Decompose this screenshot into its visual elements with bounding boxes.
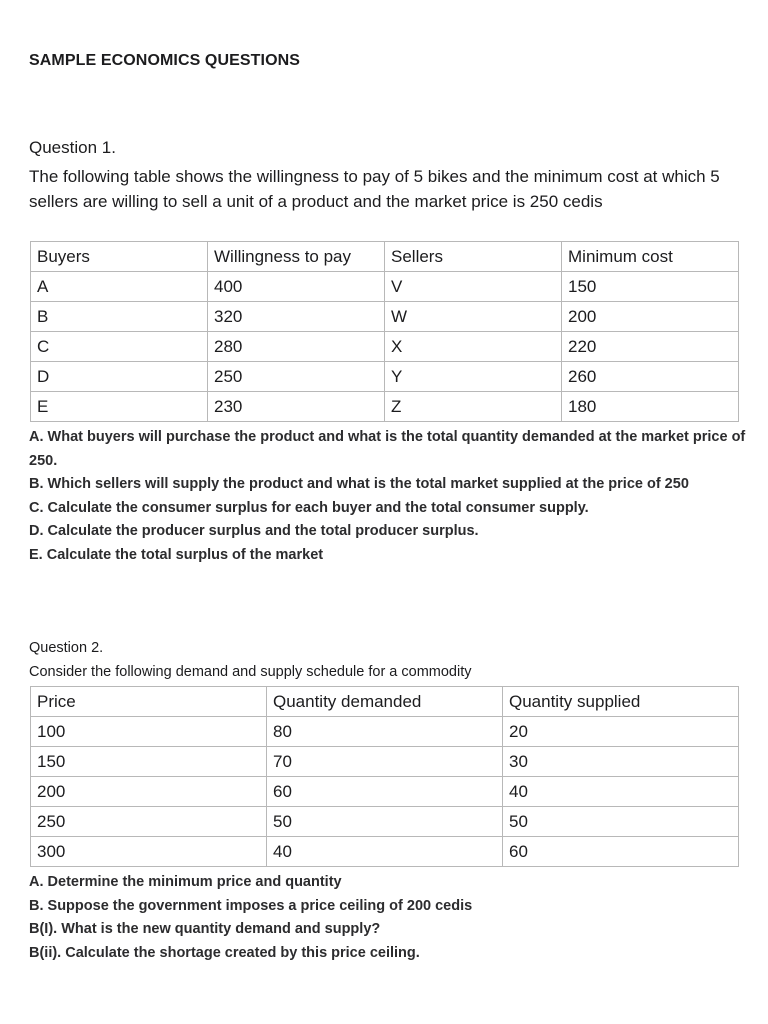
table-cell: B	[31, 302, 208, 332]
question2-parts	[29, 871, 749, 965]
table-cell: 250	[31, 807, 267, 837]
table-cell: 400	[208, 272, 385, 302]
page-title: SAMPLE ECONOMICS QUESTIONS	[29, 52, 301, 69]
table-cell: 70	[267, 747, 503, 777]
table-row	[31, 777, 739, 807]
table-cell: 30	[503, 747, 739, 777]
question2-intro: Consider the following demand and supply schedule for a commodity	[29, 664, 472, 680]
table-header-cell: Minimum cost	[562, 242, 739, 272]
table-row	[31, 362, 739, 392]
table-header-cell: Quantity supplied	[503, 687, 739, 717]
table-header-row	[31, 242, 739, 272]
table-cell: 40	[267, 837, 503, 867]
table-cell: 180	[562, 392, 739, 422]
table-header-row	[31, 687, 739, 717]
table-cell: 250	[208, 362, 385, 392]
table-cell: W	[385, 302, 562, 332]
table-header-cell: Buyers	[31, 242, 208, 272]
table-cell: 100	[31, 717, 267, 747]
table-header-cell: Sellers	[385, 242, 562, 272]
table-cell: 50	[503, 807, 739, 837]
table-header-cell: Quantity demanded	[267, 687, 503, 717]
question-part: B(ii). Calculate the shortage created by this price ceiling.	[29, 944, 420, 961]
table-row	[31, 332, 739, 362]
table-cell: A	[31, 272, 208, 302]
table-row	[31, 302, 739, 332]
question-part: B. Which sellers will supply the product and what is the total market supplied at the price of 250	[29, 476, 689, 492]
table-cell: 60	[503, 837, 739, 867]
table-cell: 220	[562, 332, 739, 362]
table-cell: 260	[562, 362, 739, 392]
table-cell: Y	[385, 362, 562, 392]
table-header-cell: Price	[31, 687, 267, 717]
table-row	[31, 807, 739, 837]
table-cell: Z	[385, 392, 562, 422]
question1-parts	[29, 426, 749, 567]
table-row	[31, 392, 739, 422]
table-row	[31, 747, 739, 777]
table-row	[31, 272, 739, 302]
table-cell: E	[31, 392, 208, 422]
question2-table	[30, 686, 739, 867]
table-cell: 50	[267, 807, 503, 837]
table-cell: 40	[503, 777, 739, 807]
question-part: B. Suppose the government imposes a price ceiling of 200 cedis	[29, 897, 473, 914]
question-part: A. What buyers will purchase the product and what is the total quantity demanded at the market price of 250.	[29, 429, 746, 469]
question2-heading: Question 2.	[29, 640, 104, 656]
question-part: E. Calculate the total surplus of the market	[29, 546, 324, 563]
table-cell: X	[385, 332, 562, 362]
table-header-cell: Willingness to pay	[208, 242, 385, 272]
table-cell: C	[31, 332, 208, 362]
table-row	[31, 717, 739, 747]
table-cell: 20	[503, 717, 739, 747]
question-part: A. Determine the minimum price and quantity	[29, 874, 342, 890]
table-cell: 80	[267, 717, 503, 747]
table-cell: 150	[562, 272, 739, 302]
table-cell: 200	[562, 302, 739, 332]
question-part: B(I). What is the new quantity demand and supply?	[29, 921, 381, 937]
table-cell: 60	[267, 777, 503, 807]
question1-intro: The following table shows the willingness to pay of 5 bikes and the minimum cost at which 5 sellers are willing to sell a unit of a product and the market price is 250 cedis	[29, 167, 720, 211]
question1-table	[30, 241, 739, 422]
table-cell: 230	[208, 392, 385, 422]
table-cell: 200	[31, 777, 267, 807]
table-row	[31, 837, 739, 867]
table-cell: 320	[208, 302, 385, 332]
table-cell: V	[385, 272, 562, 302]
question1-heading: Question 1.	[29, 138, 116, 157]
table-cell: 280	[208, 332, 385, 362]
table-cell: 300	[31, 837, 267, 867]
question-part: D. Calculate the producer surplus and the total producer surplus.	[29, 523, 479, 539]
question-part: C. Calculate the consumer surplus for each buyer and the total consumer supply.	[29, 499, 589, 516]
table-cell: D	[31, 362, 208, 392]
table-cell: 150	[31, 747, 267, 777]
